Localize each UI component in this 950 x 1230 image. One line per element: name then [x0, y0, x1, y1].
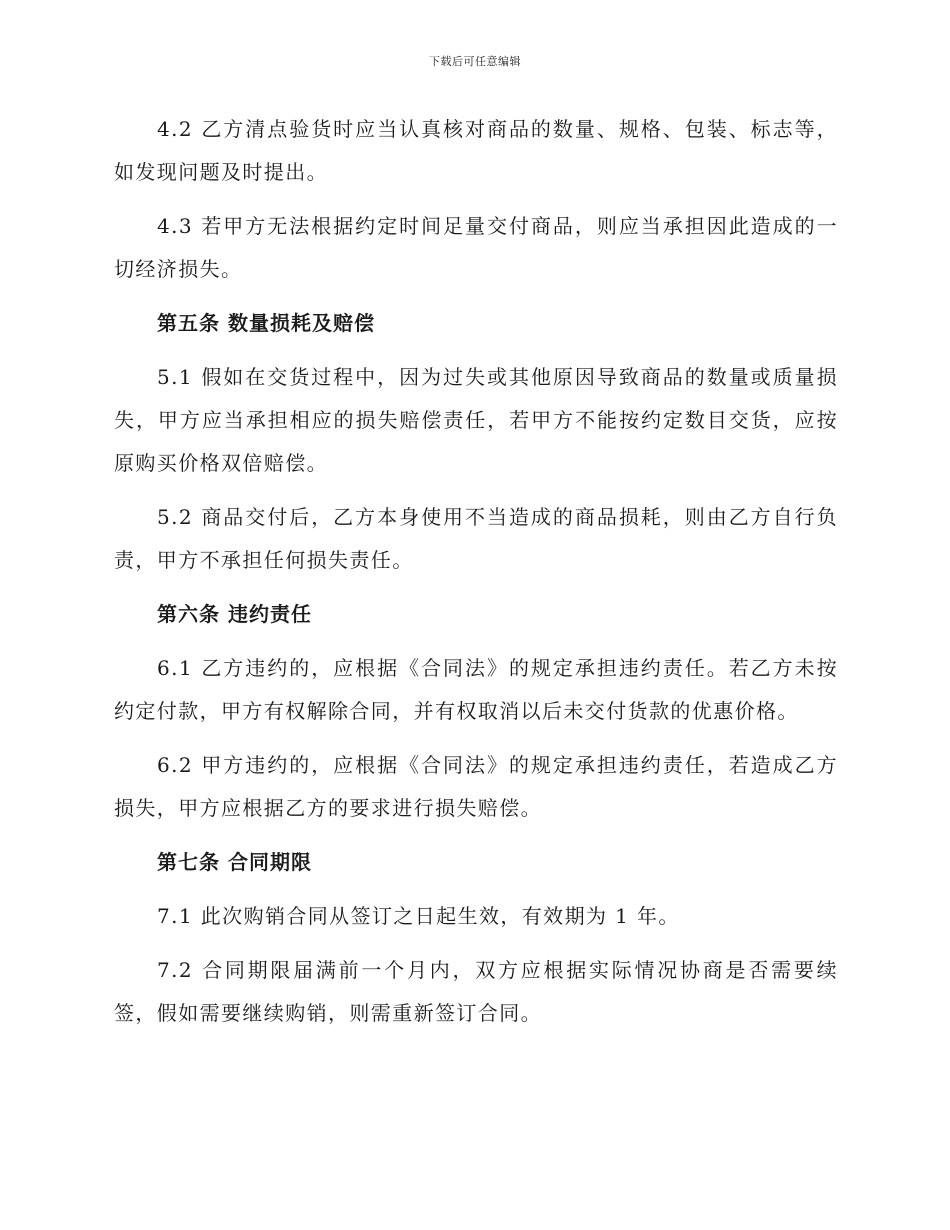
clause-5-2: 5.2 商品交付后，乙方本身使用不当造成的商品损耗，则由乙方自行负责，甲方不承担任何损失责任。 [114, 505, 838, 572]
clause-4-3: 4.3 若甲方无法根据约定时间足量交付商品，则应当承担因此造成的一切经济损失。 [114, 214, 838, 281]
clause-6-2: 6.2 甲方违约的，应根据《合同法》的规定承担违约责任，若造成乙方损失，甲方应根据乙方的要求进行损失赔偿。 [114, 753, 838, 820]
clause-4-2: 4.2 乙方清点验货时应当认真核对商品的数量、规格、包装、标志等，如发现问题及时提出。 [114, 117, 838, 184]
section-heading-6: 第六条 违约责任 [157, 602, 312, 626]
section-heading-5: 第五条 数量损耗及赔偿 [157, 311, 375, 335]
clause-7-2: 7.2 合同期限届满前一个月内，双方应根据实际情况协商是否需要续签，假如需要继续购销，则需重新签订合同。 [114, 958, 838, 1025]
clause-6-1: 6.1 乙方违约的，应根据《合同法》的规定承担违约责任。若乙方未按约定付款，甲方有权解除合同，并有权取消以后未交付货款的优惠价格。 [114, 656, 838, 723]
page-header: 下载后可任意编辑 [429, 55, 521, 68]
clause-5-1: 5.1 假如在交货过程中，因为过失或其他原因导致商品的数量或质量损失，甲方应当承担相应的损失赔偿责任，若甲方不能按约定数目交货，应按原购买价格双倍赔偿。 [114, 365, 838, 475]
clause-7-1: 7.1 此次购销合同从签订之日起生效，有效期为 1 年。 [157, 904, 680, 928]
document-body [114, 108, 838, 1046]
section-heading-7: 第七条 合同期限 [157, 850, 312, 874]
